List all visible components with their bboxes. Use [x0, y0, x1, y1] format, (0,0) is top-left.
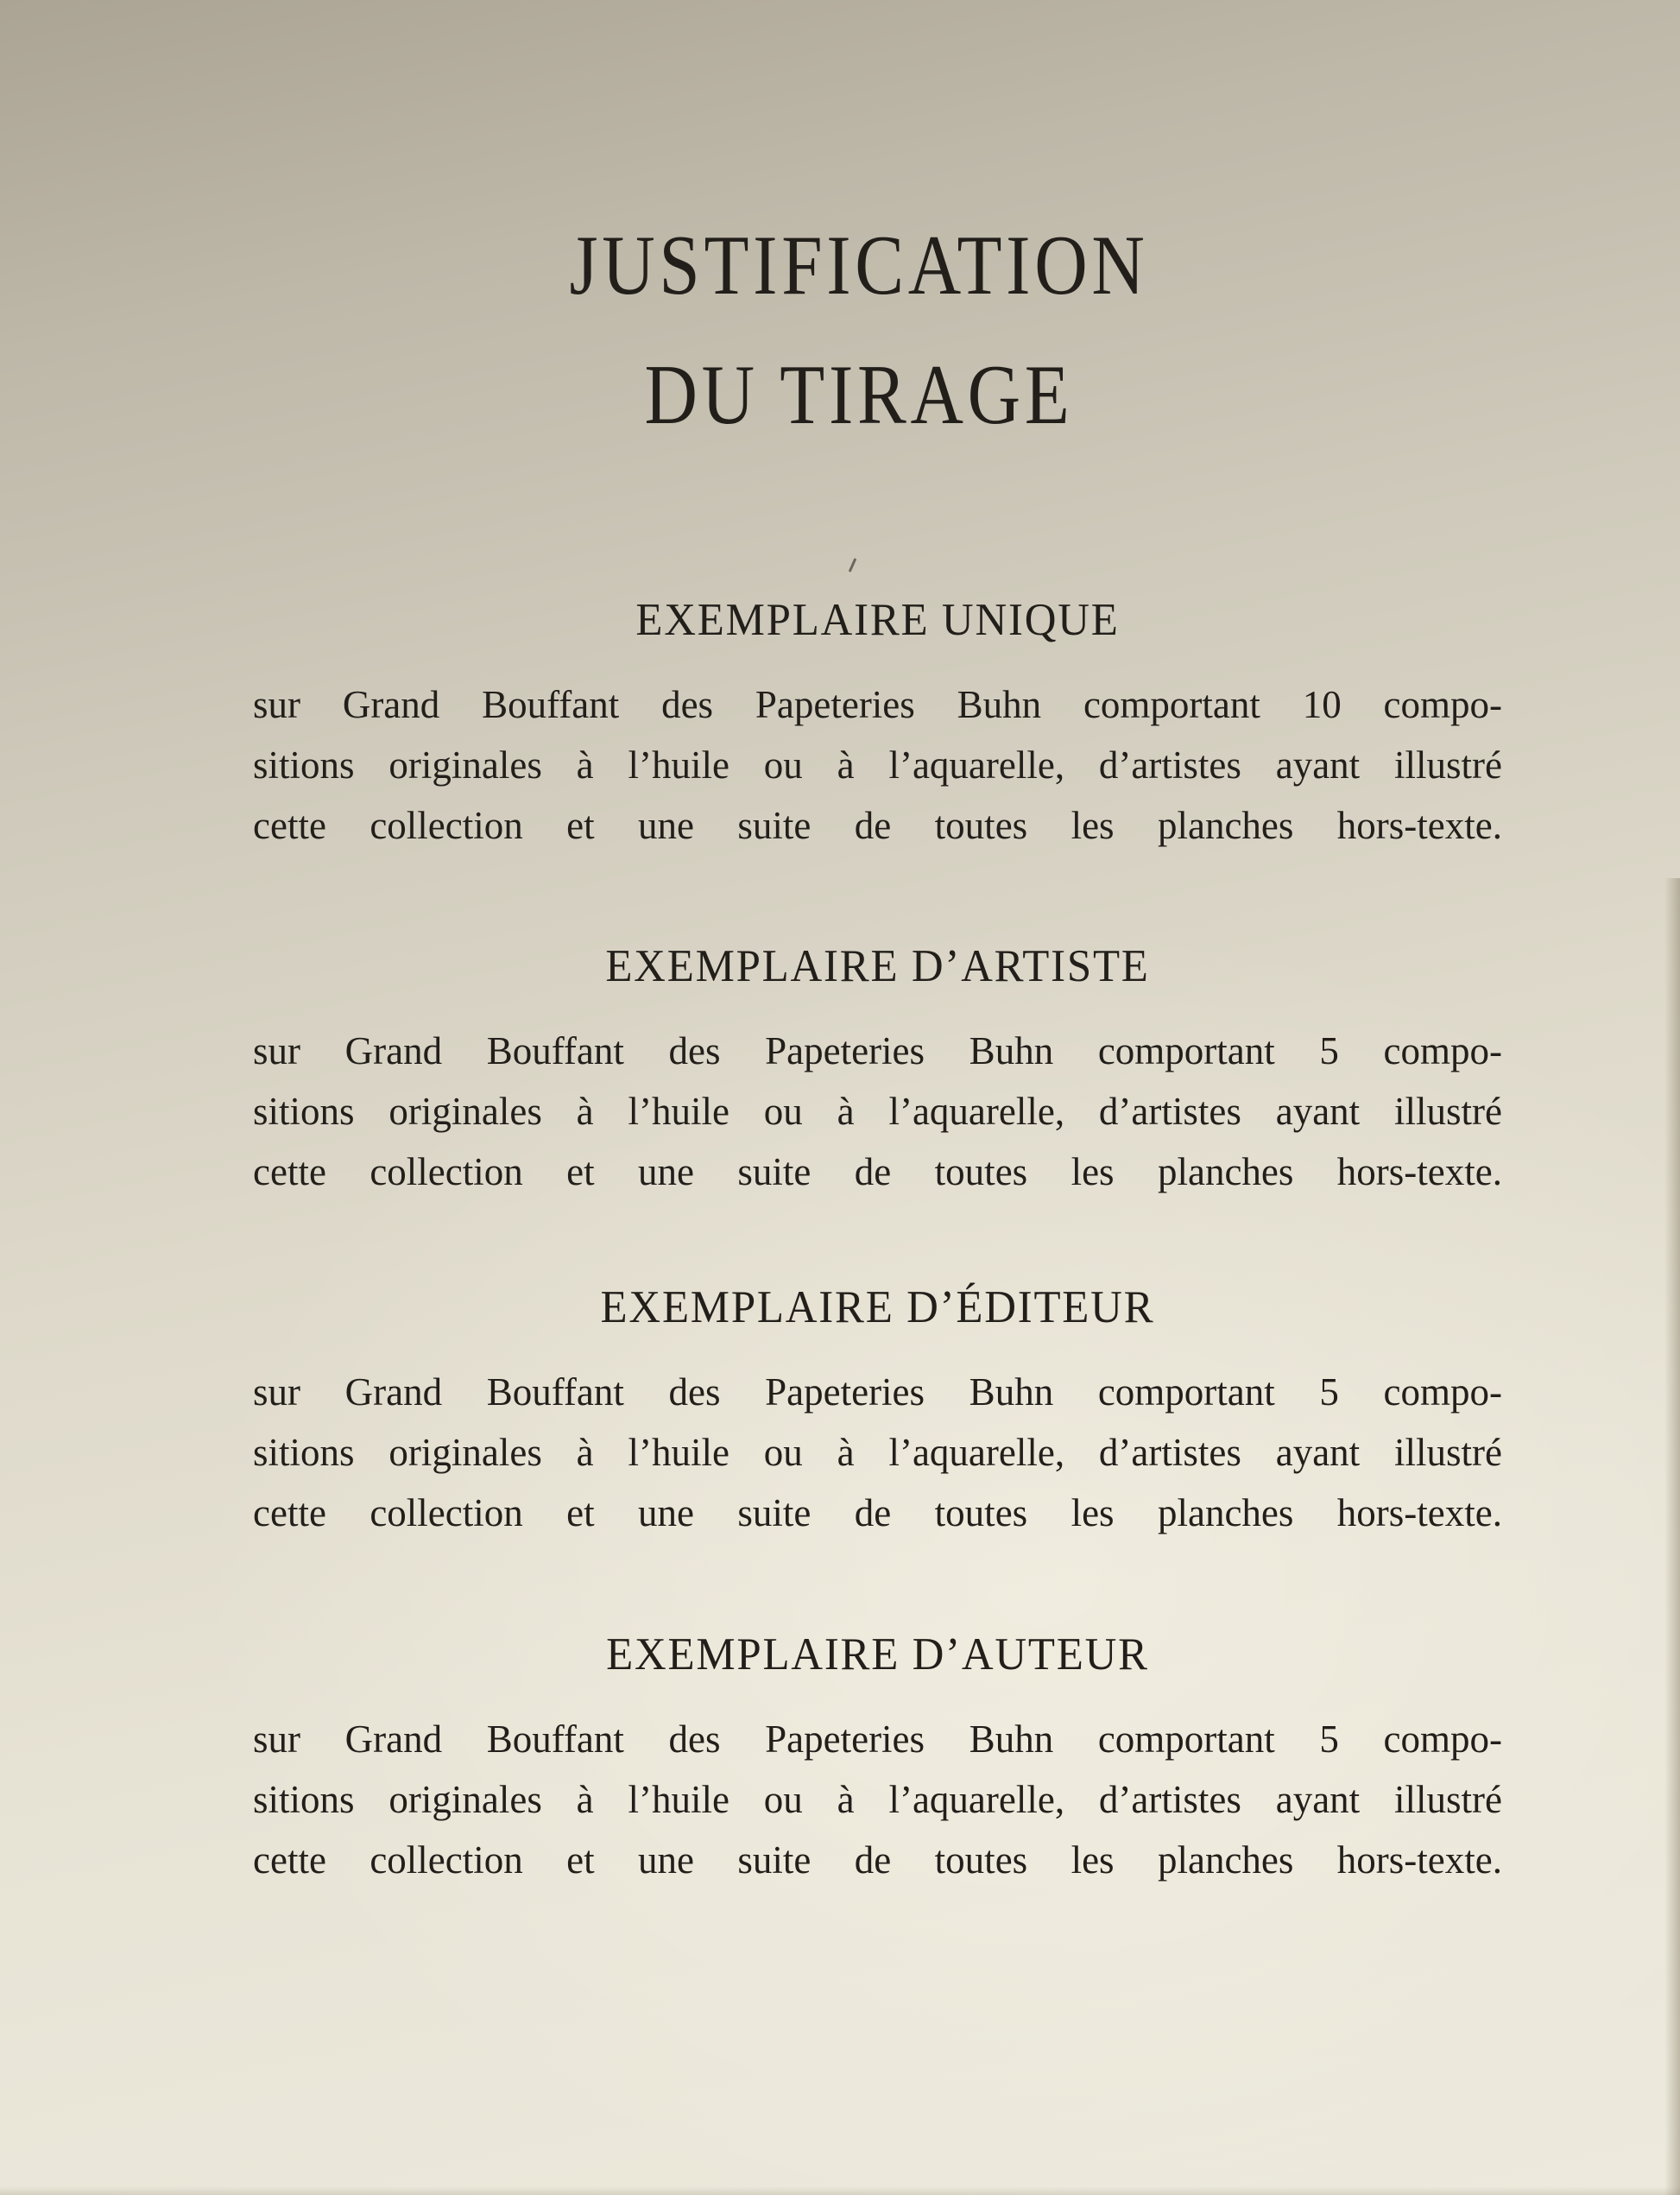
- paragraph-line: sur Grand Bouffant des Papeteries Buhn comportant 5 compo-: [253, 1717, 1502, 1761]
- page-title: [216, 201, 1502, 460]
- paragraph-line: cette collection et une suite de toutes les planches hors-texte.: [253, 804, 1502, 847]
- section-exemplaire-artiste: [253, 936, 1502, 1202]
- section-heading: EXEMPLAIRE D’ÉDITEUR: [600, 1282, 1155, 1332]
- paragraph-line: cette collection et une suite de toutes les planches hors-texte.: [253, 1150, 1502, 1193]
- section-exemplaire-editeur: [253, 1277, 1502, 1543]
- scan-speck-artifact: [849, 558, 857, 572]
- paragraph-line: sitions originales à l’huile ou à l’aquarelle, d’artistes ayant illustré: [253, 1090, 1502, 1133]
- page-edge-shadow-bottom: [0, 2186, 1680, 2195]
- section-heading: EXEMPLAIRE D’ARTISTE: [605, 941, 1150, 991]
- paragraph-line: sur Grand Bouffant des Papeteries Buhn comportant 10 compo-: [253, 683, 1502, 726]
- paragraph-line: cette collection et une suite de toutes les planches hors-texte.: [253, 1491, 1502, 1534]
- page-edge-shadow-right: [1664, 878, 1680, 2195]
- paragraph-line: sitions originales à l’huile ou à l’aquarelle, d’artistes ayant illustré: [253, 1431, 1502, 1474]
- paragraph-line: sitions originales à l’huile ou à l’aquarelle, d’artistes ayant illustré: [253, 1778, 1502, 1821]
- paragraph-line: sur Grand Bouffant des Papeteries Buhn comportant 5 compo-: [253, 1029, 1502, 1072]
- section-exemplaire-unique: [253, 590, 1502, 856]
- page-title-line-1: JUSTIFICATION: [569, 218, 1149, 313]
- section-heading: EXEMPLAIRE UNIQUE: [635, 595, 1120, 645]
- paragraph-line: sitions originales à l’huile ou à l’aquarelle, d’artistes ayant illustré: [253, 743, 1502, 787]
- section-exemplaire-auteur: [253, 1624, 1502, 1890]
- section-heading: EXEMPLAIRE D’AUTEUR: [606, 1629, 1149, 1679]
- paragraph-line: cette collection et une suite de toutes les planches hors-texte.: [253, 1838, 1502, 1882]
- paragraph-line: sur Grand Bouffant des Papeteries Buhn comportant 5 compo-: [253, 1370, 1502, 1414]
- page-title-line-2: DU TIRAGE: [644, 348, 1074, 442]
